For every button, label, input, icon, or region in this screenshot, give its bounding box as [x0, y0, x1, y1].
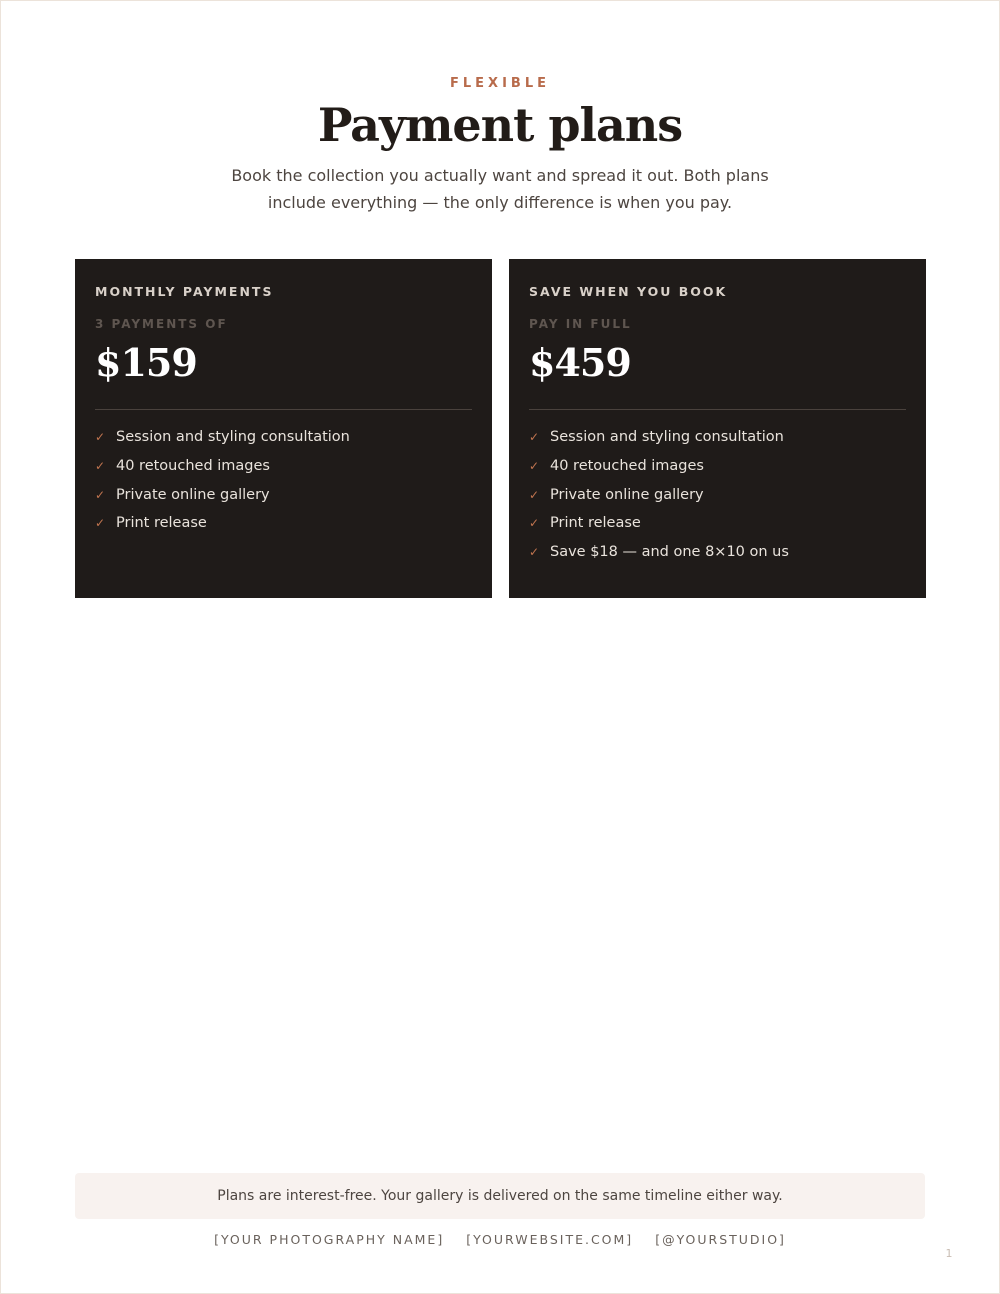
page-number: 1 — [945, 1247, 953, 1260]
check-icon: ✓ — [529, 430, 540, 445]
feature-text: Session and styling consultation — [116, 429, 350, 446]
feature-text: Private online gallery — [550, 486, 704, 503]
plan-divider — [95, 409, 472, 410]
feature-item — [529, 538, 906, 567]
footer-name: [YOUR PHOTOGRAPHY NAME] — [214, 1232, 445, 1247]
feature-item — [95, 480, 472, 509]
footer — [0, 1232, 1000, 1247]
feature-text: Save $18 — and one 8×10 on us — [550, 544, 789, 561]
check-icon: ✓ — [95, 459, 106, 474]
feature-text: 40 retouched images — [116, 458, 270, 475]
feature-text: 40 retouched images — [550, 458, 704, 475]
page-subtitle — [200, 162, 800, 216]
feature-item — [95, 509, 472, 538]
plan-card-pay-in-full — [509, 259, 926, 598]
eyebrow-label: FLEXIBLE — [450, 76, 550, 91]
feature-list — [95, 423, 472, 538]
note-banner: Plans are interest-free. Your gallery is delivered on the same timeline either way. — [75, 1173, 925, 1219]
feature-item — [529, 452, 906, 481]
plan-heading: MONTHLY PAYMENTS — [95, 284, 274, 299]
check-icon: ✓ — [529, 516, 540, 531]
feature-item — [529, 423, 906, 452]
plan-heading: SAVE WHEN YOU BOOK — [529, 284, 728, 299]
feature-text: Private online gallery — [116, 486, 270, 503]
check-icon: ✓ — [529, 487, 540, 502]
check-icon: ✓ — [95, 516, 106, 531]
footer-handle: [@YOURSTUDIO] — [655, 1232, 786, 1247]
subtitle-line: Book the collection you actually want and spread it out. Both plans — [231, 166, 769, 185]
check-icon: ✓ — [95, 487, 106, 502]
plan-divider — [529, 409, 906, 410]
page-title: Payment plans — [317, 98, 683, 152]
feature-item — [95, 452, 472, 481]
feature-item — [529, 509, 906, 538]
footer-website: [YOURWEBSITE.COM] — [466, 1232, 634, 1247]
check-icon: ✓ — [529, 545, 540, 560]
feature-list — [529, 423, 906, 566]
feature-text: Print release — [116, 515, 207, 532]
plan-price: $159 — [95, 340, 197, 385]
feature-text: Print release — [550, 515, 641, 532]
plan-card-monthly — [75, 259, 492, 598]
plan-sublabel: PAY IN FULL — [529, 317, 632, 331]
feature-item — [95, 423, 472, 452]
plan-price: $459 — [529, 340, 631, 385]
feature-item — [529, 480, 906, 509]
check-icon: ✓ — [95, 430, 106, 445]
feature-text: Session and styling consultation — [550, 429, 784, 446]
subtitle-line: include everything — the only difference is when you pay. — [267, 193, 733, 212]
check-icon: ✓ — [529, 459, 540, 474]
plan-sublabel: 3 PAYMENTS OF — [95, 317, 228, 331]
